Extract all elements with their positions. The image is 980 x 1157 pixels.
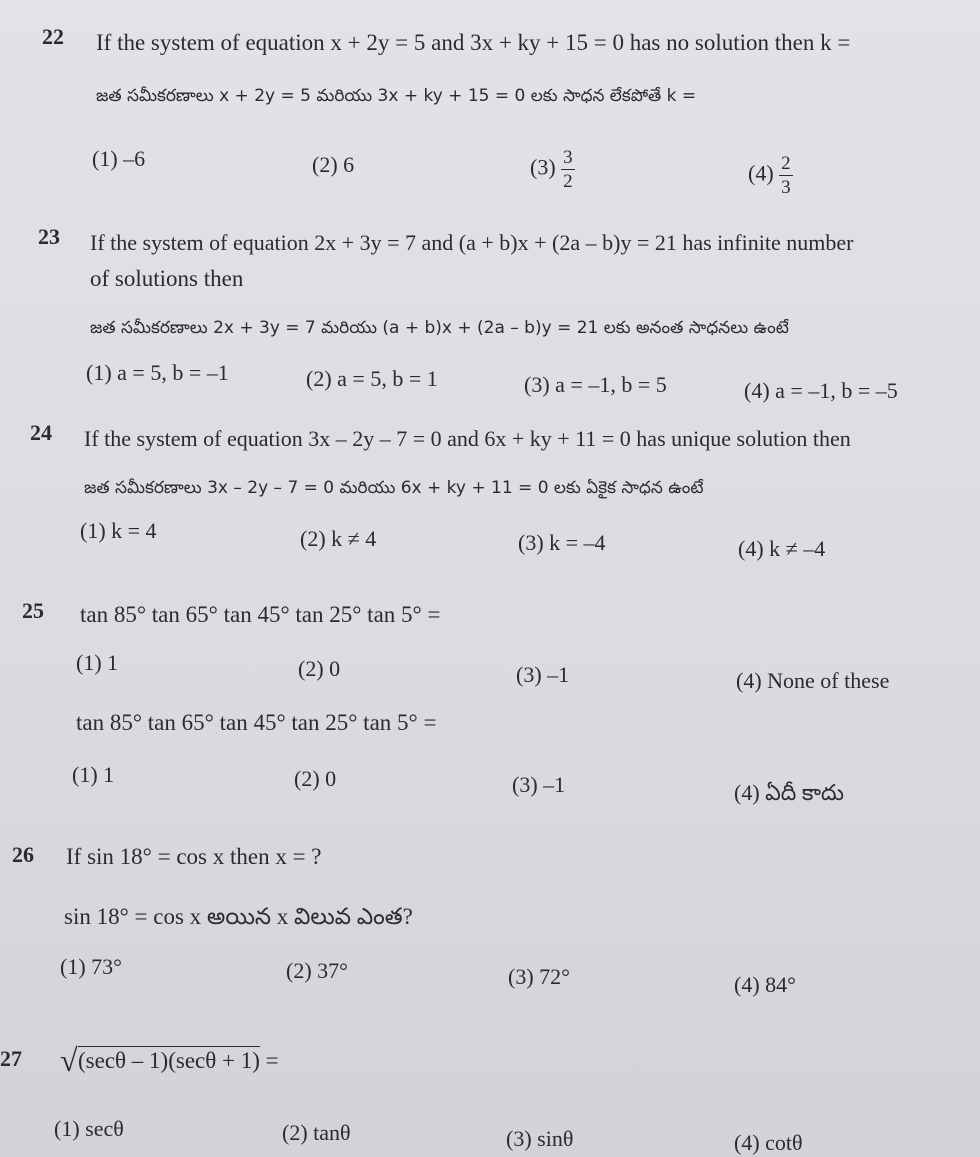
option-2: (2) 0 — [298, 656, 341, 681]
option-1: (1) 73° — [60, 954, 122, 979]
option-3-label: (3) — [530, 154, 556, 180]
option-4: (4) cotθ — [734, 1130, 803, 1155]
option-3: (3) k = –4 — [518, 530, 606, 555]
option-1-telugu: (1) 1 — [72, 762, 115, 787]
question-number: 23 — [38, 224, 60, 249]
option-4-label: (4) — [748, 160, 774, 186]
fraction-numerator: 3 — [563, 147, 573, 168]
question-text-telugu: sin 18° = cos x అయిన x విలువ ఎంత? — [64, 904, 413, 929]
question-text-telugu: జత సమీకరణాలు 3x – 2y – 7 = 0 మరియు 6x + ky + 11 = 0 లకు ఏకైక సాధన ఉంటే — [84, 478, 704, 498]
option-3: (3) 72° — [508, 964, 570, 989]
option-1: (1) k = 4 — [80, 518, 157, 543]
option-1: (1) 1 — [76, 650, 119, 675]
radicand: (secθ – 1)(secθ + 1) — [78, 1048, 260, 1073]
option-3: (3) –1 — [516, 662, 570, 687]
fraction-numerator: 2 — [781, 153, 791, 174]
option-3: (3) sinθ — [506, 1126, 574, 1151]
fraction-denominator: 2 — [563, 171, 573, 192]
option-3 — [530, 148, 575, 191]
option-2: (2) tanθ — [282, 1120, 351, 1145]
question-text-english: If sin 18° = cos x then x = ? — [66, 844, 322, 869]
question-number: 22 — [42, 24, 64, 49]
option-2-telugu: (2) 0 — [294, 766, 337, 791]
option-2: (2) 37° — [286, 958, 348, 983]
option-2: (2) a = 5, b = 1 — [306, 366, 438, 391]
question-number: 25 — [22, 598, 44, 623]
option-2: (2) 6 — [312, 152, 355, 177]
question-text-english: If the system of equation 3x – 2y – 7 = 0 and 6x + ky + 11 = 0 has unique solution then — [84, 426, 851, 451]
option-4: (4) k ≠ –4 — [738, 536, 826, 561]
question-expression — [62, 1048, 279, 1074]
option-4: (4) a = –1, b = –5 — [744, 378, 898, 403]
option-2: (2) k ≠ 4 — [300, 526, 377, 551]
question-number: 26 — [12, 842, 34, 867]
question-text-english-line-2: of solutions then — [90, 266, 244, 291]
option-3-telugu: (3) –1 — [512, 772, 566, 797]
option-4: (4) 84° — [734, 972, 796, 997]
option-1: (1) secθ — [54, 1116, 124, 1141]
option-3: (3) a = –1, b = 5 — [524, 372, 667, 397]
option-4-telugu: (4) ఏదీ కాదు — [734, 780, 845, 805]
option-4-fraction — [779, 154, 793, 197]
fraction-denominator: 3 — [781, 177, 791, 198]
question-number: 27 — [0, 1046, 22, 1071]
equals-sign: = — [265, 1048, 279, 1073]
question-number: 24 — [30, 420, 52, 445]
option-3-fraction — [561, 148, 575, 191]
option-1: (1) a = 5, b = –1 — [86, 360, 229, 385]
question-text-english: If the system of equation x + 2y = 5 and 3x + ky + 15 = 0 has no solution then k = — [96, 30, 851, 55]
question-text-english: tan 85° tan 65° tan 45° tan 25° tan 5° = — [80, 602, 441, 627]
option-4 — [748, 154, 793, 197]
option-1: (1) –6 — [92, 146, 146, 171]
question-text-english-line-1: If the system of equation 2x + 3y = 7 and (a + b)x + (2a – b)y = 21 has infinite number — [90, 230, 854, 255]
square-root — [62, 1048, 260, 1074]
option-4: (4) None of these — [736, 668, 890, 693]
question-text-telugu: జత సమీకరణాలు x + 2y = 5 మరియు 3x + ky + 15 = 0 లకు సాధన లేకపోతే k = — [96, 86, 697, 106]
question-text-telugu: జత సమీకరణాలు 2x + 3y = 7 మరియు (a + b)x + (2a – b)y = 21 లకు అనంత సాధనలు ఉంటే — [90, 318, 789, 338]
question-text-telugu: tan 85° tan 65° tan 45° tan 25° tan 5° = — [76, 710, 437, 735]
